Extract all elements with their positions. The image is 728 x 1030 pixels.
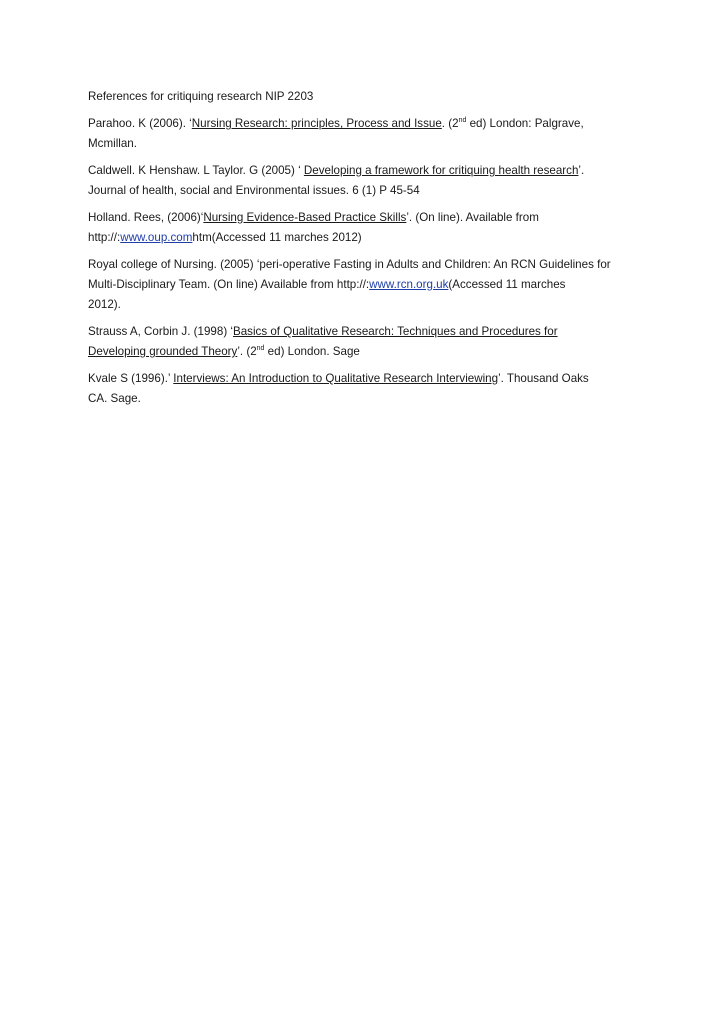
reference-line xyxy=(88,114,648,134)
reference-line xyxy=(88,228,648,248)
reference-text: . (2 xyxy=(441,117,459,130)
reference-title: Interviews: An Introduction to Qualitative Research Interviewing xyxy=(173,372,499,385)
reference-text: ’. xyxy=(578,164,585,177)
reference-text: ’. Thousand Oaks xyxy=(498,372,589,385)
reference-title: Developing a framework for critiquing health research xyxy=(303,164,579,177)
reference-line xyxy=(88,389,648,409)
reference-text: Holland. Rees, (2006)‘ xyxy=(88,211,204,224)
reference-line xyxy=(88,161,648,181)
reference-title: Nursing Research: principles, Process and Issue xyxy=(191,117,442,130)
reference-entry xyxy=(88,322,648,362)
reference-entry xyxy=(88,255,648,315)
reference-text: Royal college of Nursing. (2005) ‘peri-operative Fasting in Adults and Children: An RCN Guidelines for xyxy=(88,258,611,271)
reference-title: Developing grounded Theory xyxy=(88,345,238,358)
reference-text: Kvale S (1996).’ xyxy=(88,372,174,385)
reference-line xyxy=(88,181,648,201)
reference-entry xyxy=(88,369,648,409)
reference-text: htm(Accessed 11 marches 2012) xyxy=(192,231,362,244)
reference-text: Caldwell. K Henshaw. L Taylor. G (2005) ‘ xyxy=(88,164,304,177)
reference-text: Journal of health, social and Environmental issues. 6 (1) P 45-54 xyxy=(88,184,420,197)
reference-line xyxy=(88,342,648,362)
reference-entry xyxy=(88,114,648,154)
reference-text: Strauss A, Corbin J. (1998) ‘ xyxy=(88,325,233,338)
reference-line xyxy=(88,295,648,315)
reference-entry xyxy=(88,161,648,201)
reference-text: CA. Sage. xyxy=(88,392,141,405)
reference-title: Basics of Qualitative Research: Techniques and Procedures for xyxy=(232,325,558,338)
reference-text: (Accessed 11 marches xyxy=(448,278,566,291)
reference-entry xyxy=(88,208,648,248)
reference-text: ed) London. Sage xyxy=(264,345,360,358)
reference-line xyxy=(88,369,648,389)
reference-line xyxy=(88,255,648,275)
reference-text: Parahoo. K (2006). ‘ xyxy=(88,117,192,130)
reference-text: 2012). xyxy=(88,298,121,311)
reference-text: ed) London: Palgrave, xyxy=(466,117,584,130)
reference-text: Multi-Disciplinary Team. (On line) Available from http://: xyxy=(88,278,370,291)
hyperlink[interactable]: www.rcn.org.uk xyxy=(369,278,449,291)
ordinal-superscript: nd xyxy=(458,117,467,125)
reference-text: Mcmillan. xyxy=(88,137,137,150)
hyperlink[interactable]: www.oup.com xyxy=(120,231,193,244)
document-body xyxy=(88,87,648,416)
reference-text: http://: xyxy=(88,231,121,244)
reference-text: ’. (On line). Available from xyxy=(406,211,539,224)
reference-line xyxy=(88,208,648,228)
reference-line xyxy=(88,322,648,342)
reference-text: ’. (2 xyxy=(237,345,257,358)
reference-line xyxy=(88,134,648,154)
reference-title: Nursing Evidence-Based Practice Skills xyxy=(203,211,407,224)
reference-line xyxy=(88,275,648,295)
ordinal-superscript: nd xyxy=(256,345,265,353)
document-heading: References for critiquing research NIP 2203 xyxy=(88,90,314,103)
